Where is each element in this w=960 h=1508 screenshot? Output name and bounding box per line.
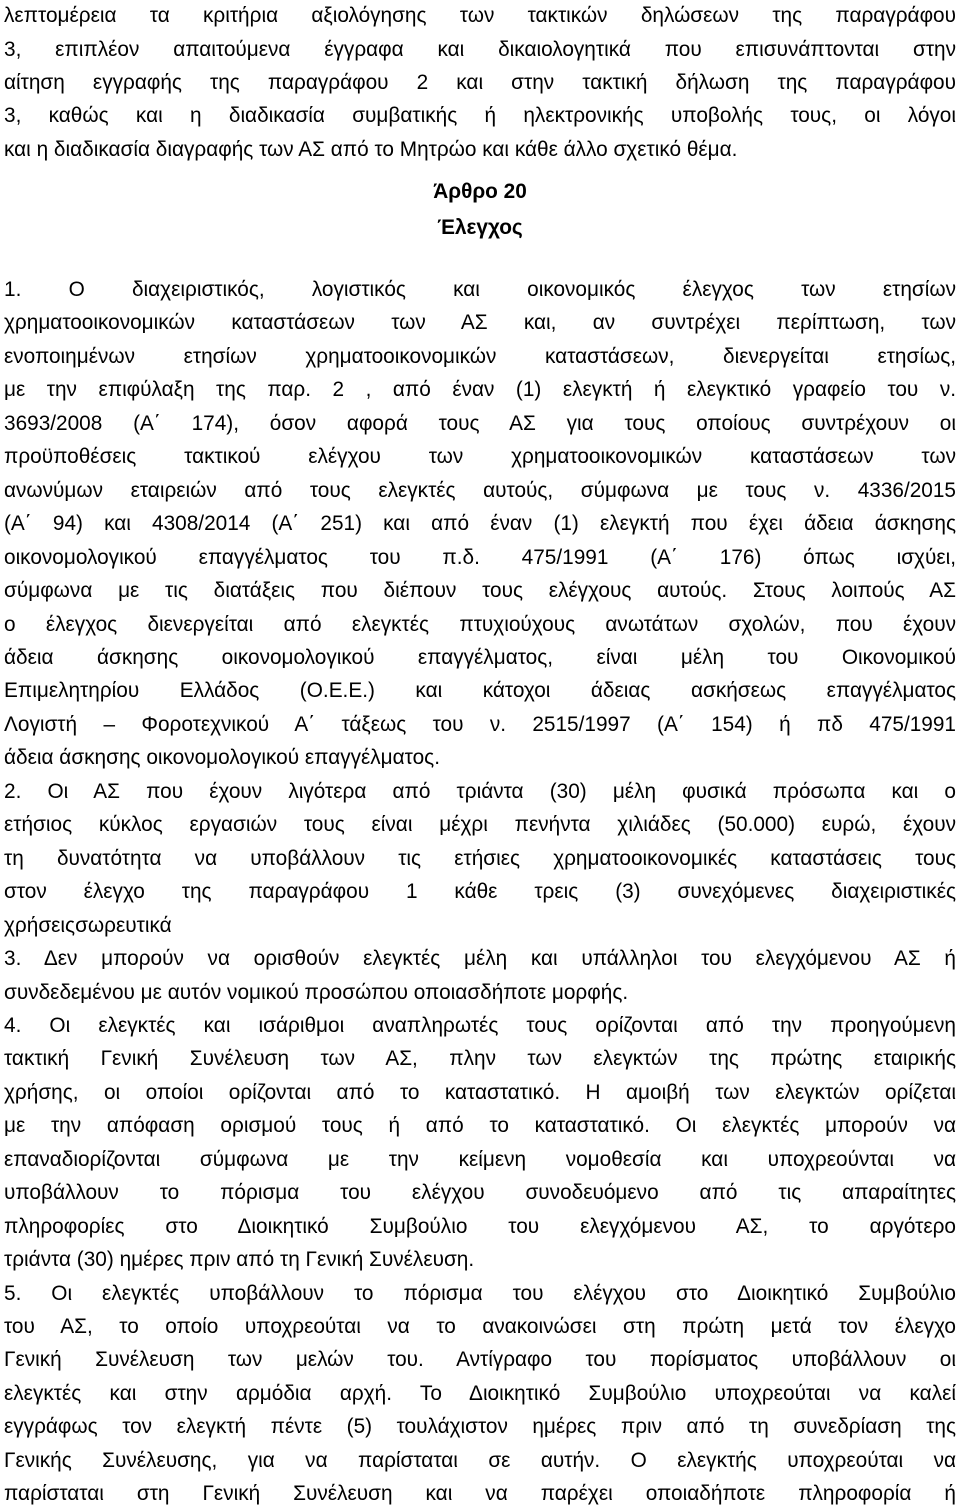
body-line: τριάντα (30) ημέρες πριν από τη Γενική Συνέλευση. <box>4 1248 475 1272</box>
intro-line: αίτηση εγγραφής της παραγράφου 2 και στην τακτική δήλωση της παραγράφου <box>4 70 956 94</box>
body-line: οικονομολογικού επαγγέλματος του π.δ. 475/1991 (Α΄ 176) όπως ισχύει, <box>4 545 956 569</box>
body-line: ετήσιος κύκλος εργασιών τους είναι μέχρι πενήντα χιλιάδες (50.000) ευρώ, έχουν <box>4 813 956 837</box>
body-line: χρηματοοικονομικών καταστάσεων των ΑΣ και, αν συντρέχει περίπτωση, των <box>4 311 956 335</box>
body-line: προϋποθέσεις τακτικού ελέγχου των χρηματοοικονομικών καταστάσεων των <box>4 445 956 469</box>
body-line: του ΑΣ, το οποίο υποχρεούται να το ανακοινώσει στη πρώτη μετά τον έλεγχο <box>4 1315 956 1338</box>
body-line: επαναδιορίζονται σύμφωνα με την κείμενη νομοθεσία και υποχρεούνται να <box>4 1147 956 1171</box>
body-line: 3. Δεν μπορούν να ορισθούν ελεγκτές μέλη και υπάλληλοι του ελεγχόμενου ΑΣ ή <box>4 947 956 970</box>
body-line: τακτική Γενική Συνέλευση των ΑΣ, πλην των ελεγκτών της πρώτης εταιρικής <box>4 1047 956 1071</box>
article-title: Έλεγχος <box>437 216 523 239</box>
body-line: 1. Ο διαχειριστικός, λογιστικός και οικονομικός έλεγχος των ετησίων <box>4 278 956 301</box>
body-line: 2. Οι ΑΣ που έχουν λιγότερα από τριάντα (30) μέλη φυσικά πρόσωπα και ο <box>4 779 956 803</box>
body-line: 3693/2008 (Α΄ 174), όσον αφορά τους ΑΣ για τους οποίους συντρέχουν οι <box>4 411 956 435</box>
body-line: υποβάλλουν το πόρισμα του ελέγχου συνοδευόμενο από τις απαραίτητες <box>4 1181 956 1205</box>
body-line: άδεια άσκησης οικονομολογικού επαγγέλματος. <box>4 746 440 770</box>
body-line: Γενικής Συνέλευσης, για να παρίσταται σε αυτήν. Ο ελεγκτής υποχρεούται να <box>4 1448 956 1472</box>
body-line: τη δυνατότητα να υποβάλλουν τις ετήσιες χρηματοοικονομικές καταστάσεις τους <box>4 846 956 870</box>
article-number: Άρθρο 20 <box>433 180 527 203</box>
body-line: ανωνύμων εταιρειών από τους ελεγκτές αυτούς, σύμφωνα με τους ν. 4336/2015 <box>4 478 956 502</box>
body-line: συνδεδεμένου με αυτόν νομικού προσώπου οποιασδήποτε μορφής. <box>4 980 629 1004</box>
body-line: ενοποιημένων ετησίων χρηματοοικονομικών καταστάσεων, διενεργείται ετησίως, <box>4 344 956 368</box>
body-line: στον έλεγχο της παραγράφου 1 κάθε τρεις (3) συνεχόμενες διαχειριστικές <box>4 880 956 904</box>
intro-line: 3, καθώς και η διαδικασία συμβατικής ή ηλεκτρονικής υποβολής τους, οι λόγοι <box>4 104 956 128</box>
body-line: με την απόφαση ορισμού τους ή από το καταστατικό. Οι ελεγκτές μπορούν να <box>4 1114 956 1138</box>
body-line: χρήσης, οι οποίοι ορίζονται από το καταστατικό. Η αμοιβή των ελεγκτών ορίζεται <box>4 1080 956 1104</box>
body-line: εγγράφως τον ελεγκτή πέντε (5) τουλάχιστον ημέρες πριν από τη συνεδρίαση της <box>4 1415 956 1439</box>
body-line: άδεια άσκησης οικονομολογικού επαγγέλματος, είναι μέλη του Οικονομικού <box>4 646 956 669</box>
body-line: παρίσταται στη Γενική Συνέλευση και να παρέχει οποιαδήποτε πληροφορία ή <box>4 1482 956 1506</box>
intro-line: και η διαδικασία διαγραφής των ΑΣ από το Μητρώο και κάθε άλλο σχετικό θέμα. <box>4 137 738 161</box>
body-line: πληροφορίες στο Διοικητικό Συμβούλιο του ελεγχόμενου ΑΣ, το αργότερο <box>4 1214 956 1238</box>
body-line: με την επιφύλαξη της παρ. 2 , από έναν (1) ελεγκτή ή ελεγκτικό γραφείο του ν. <box>4 378 956 402</box>
body-line: 5. Οι ελεγκτές υποβάλλουν το πόρισμα του ελέγχου στο Διοικητικό Συμβούλιο <box>4 1281 956 1305</box>
intro-line: λεπτομέρεια τα κριτήρια αξιολόγησης των τακτικών δηλώσεων της παραγράφου <box>4 4 956 27</box>
body-line: (Α΄ 94) και 4308/2014 (Α΄ 251) και από έναν (1) ελεγκτή που έχει άδεια άσκησης <box>4 512 956 536</box>
body-line: ο έλεγχος διενεργείται από ελεγκτές πτυχιούχους ανωτάτων σχολών, που έχουν <box>4 612 956 636</box>
body-line: Γενική Συνέλευση των μελών του. Αντίγραφο του πορίσματος υποβάλλουν οι <box>4 1348 956 1372</box>
body-line: Επιμελητηρίου Ελλάδος (Ο.Ε.Ε.) και κάτοχοι άδειας ασκήσεως επαγγέλματος <box>4 679 956 703</box>
body-line: Λογιστή – Φοροτεχνικού Α΄ τάξεως του ν. 2515/1997 (Α΄ 154) ή πδ 475/1991 <box>4 712 956 736</box>
body-line: ελεγκτές και στην αρμόδια αρχή. Το Διοικητικό Συμβούλιο υποχρεούται να καλεί <box>4 1381 956 1405</box>
body-line: 4. Οι ελεγκτές και ισάριθμοι αναπληρωτές τους ορίζονται από την προηγούμενη <box>4 1013 956 1037</box>
body-line: χρήσειςσωρευτικά <box>4 913 172 937</box>
body-line: σύμφωνα με τις διατάξεις που διέπουν τους ελέγχους αυτούς. Στους λοιπούς ΑΣ <box>4 579 956 602</box>
intro-line: 3, επιπλέον απαιτούμενα έγγραφα και δικαιολογητικά που επισυνάπτονται στην <box>4 37 956 61</box>
